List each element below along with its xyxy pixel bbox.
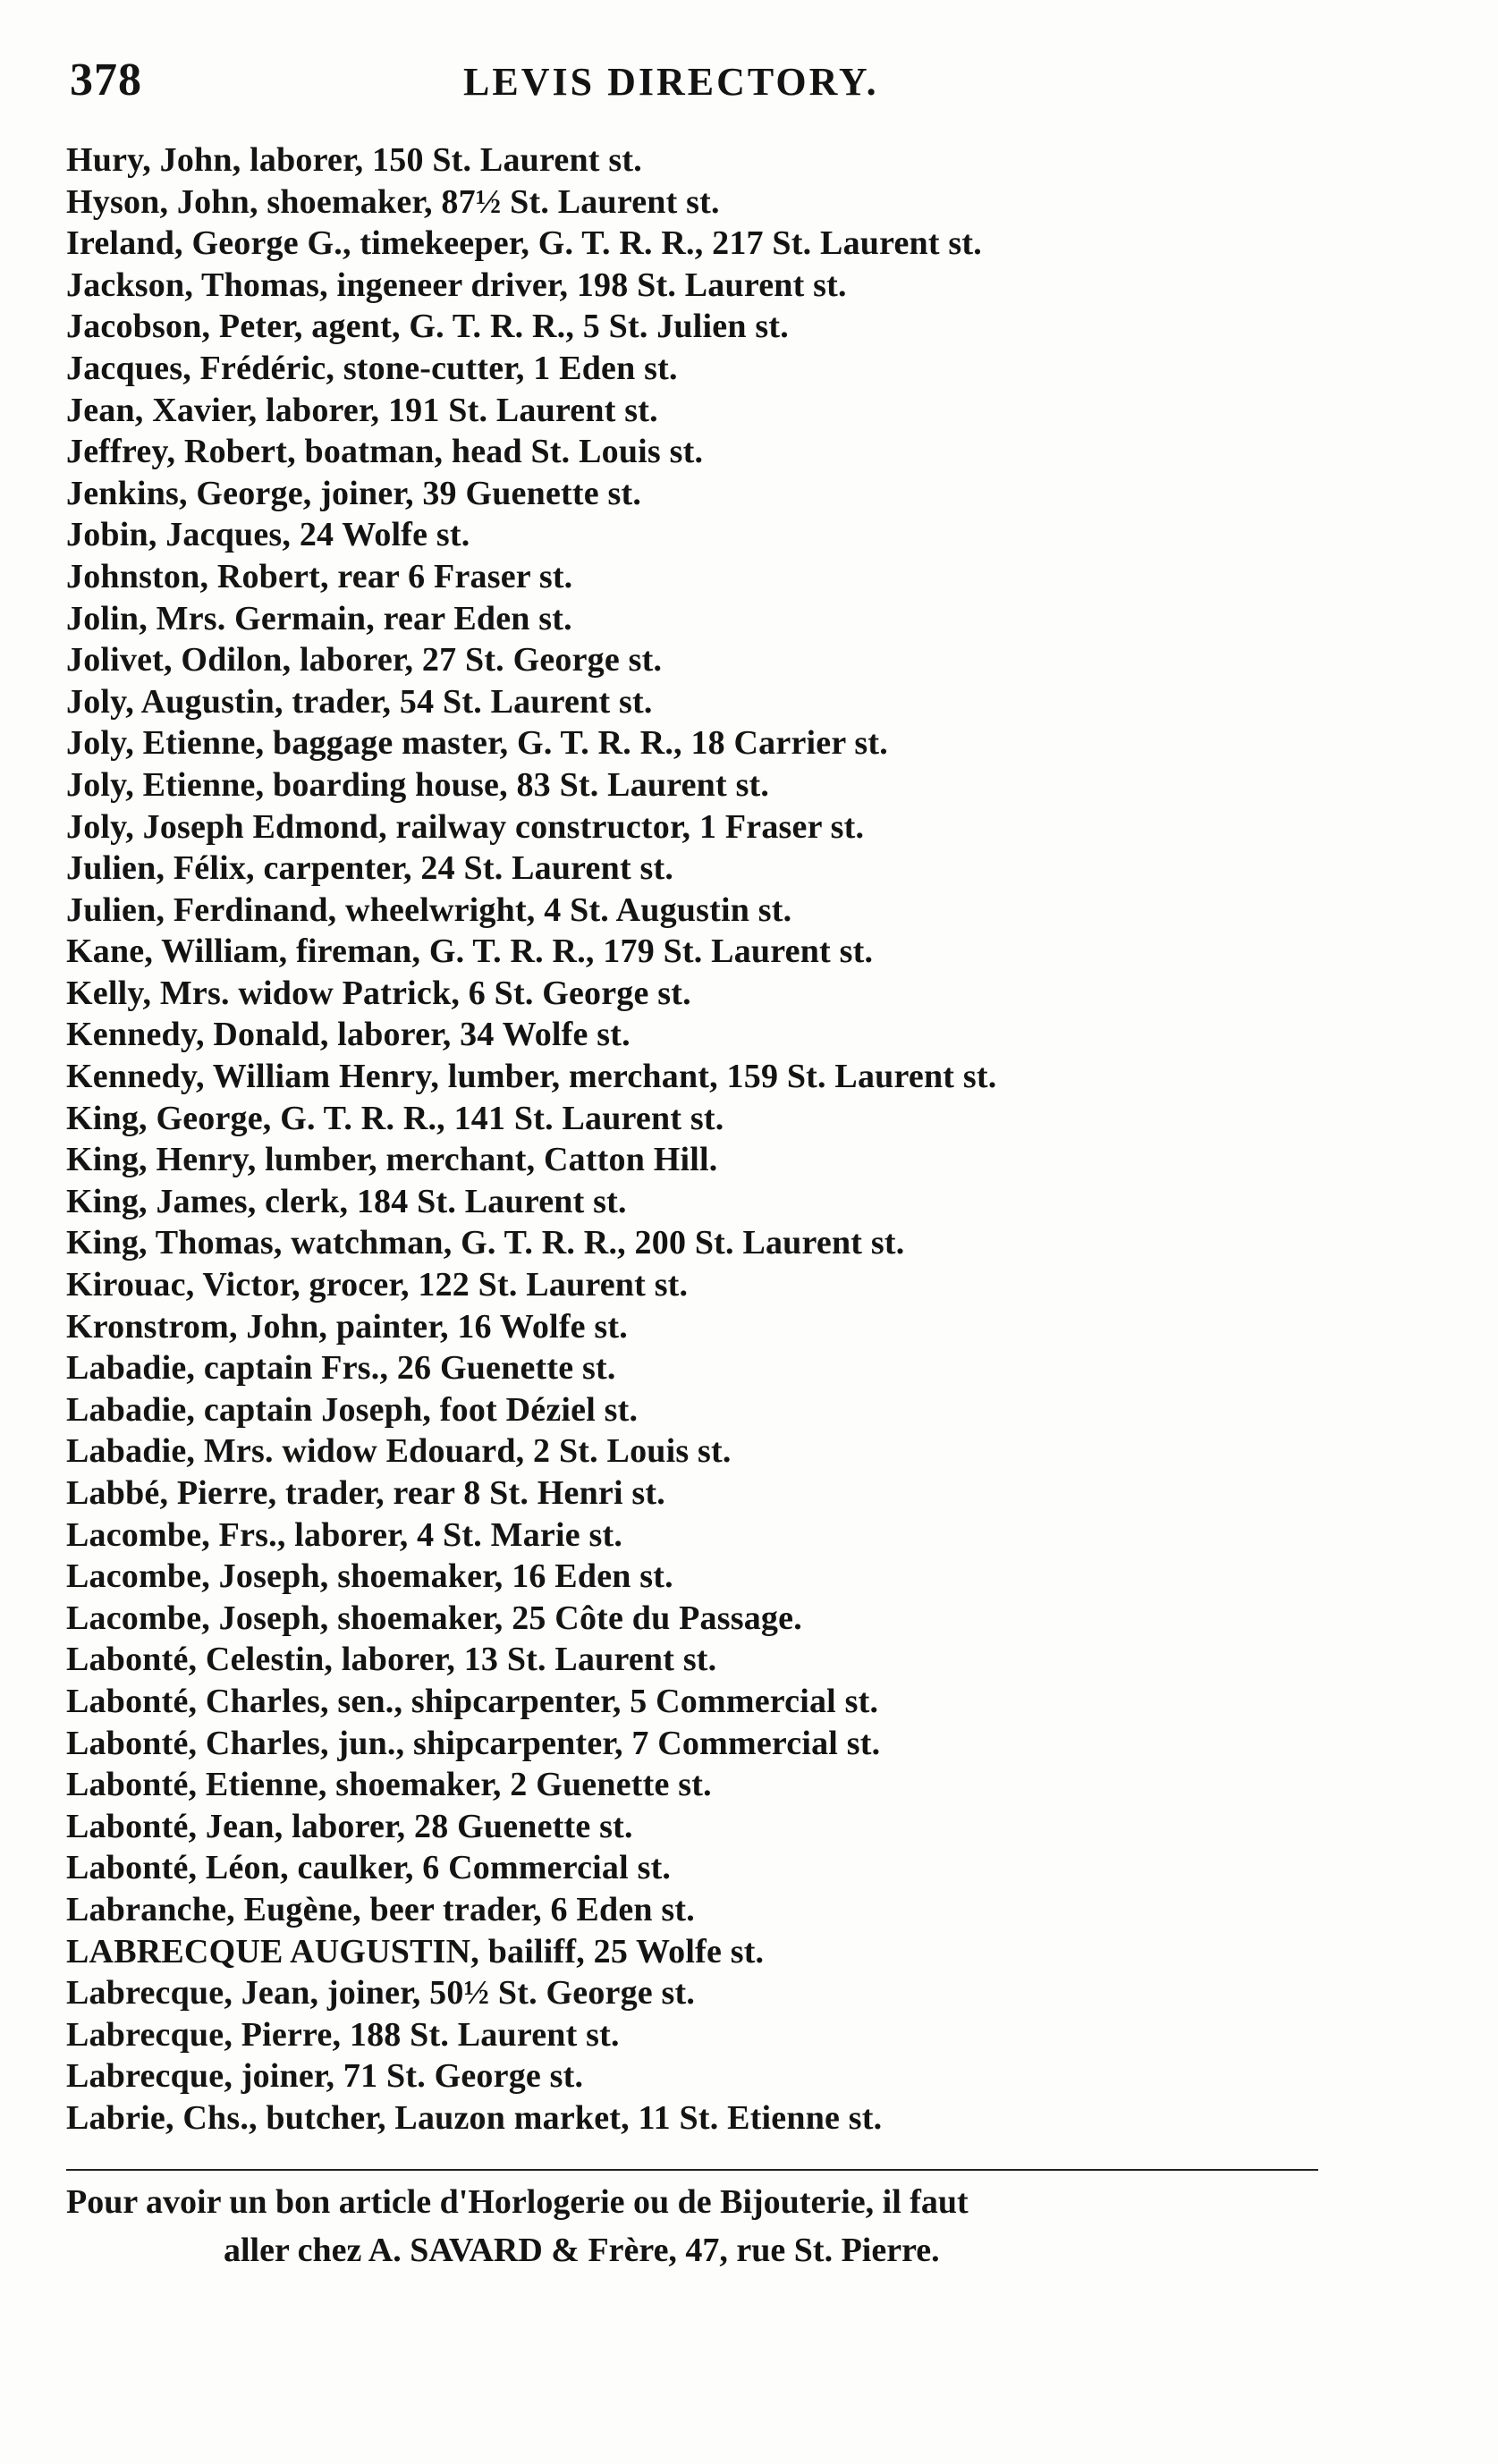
directory-entry: Kirouac, Victor, grocer, 122 St. Laurent st.: [66, 1266, 689, 1304]
directory-entry: LABRECQUE AUGUSTIN, bailiff, 25 Wolfe st.: [66, 1932, 765, 1970]
page-number: 378: [70, 55, 142, 105]
directory-entry: Labadie, Mrs. widow Edouard, 2 St. Louis st.: [66, 1432, 732, 1471]
directory-entry: Joly, Etienne, baggage master, G. T. R. R., 18 Carrier st.: [66, 724, 888, 763]
directory-entry: Jolin, Mrs. Germain, rear Eden st.: [66, 599, 572, 637]
directory-entry: Labadie, captain Joseph, foot Déziel st.: [66, 1390, 639, 1429]
directory-entry: Labonté, Celestin, laborer, 13 St. Laurent st.: [66, 1641, 717, 1679]
directory-entry: Jeffrey, Robert, boatman, head St. Louis st.: [66, 433, 704, 471]
directory-entry: Jackson, Thomas, ingeneer driver, 198 St. Laurent st.: [66, 266, 847, 304]
running-title: LEVIS DIRECTORY.: [463, 60, 879, 104]
directory-entry: Hury, John, laborer, 150 St. Laurent st.: [66, 141, 642, 179]
directory-entry: Labbé, Pierre, trader, rear 8 St. Henri st.: [66, 1474, 665, 1512]
directory-entry: Jacques, Frédéric, stone-cutter, 1 Eden st.: [66, 349, 678, 387]
directory-entry: Kelly, Mrs. widow Patrick, 6 St. George st.: [66, 974, 691, 1012]
directory-entry: Joly, Augustin, trader, 54 St. Laurent st.: [66, 682, 653, 721]
directory-entry: Jenkins, George, joiner, 39 Guenette st.: [66, 474, 642, 512]
directory-entry: King, Henry, lumber, merchant, Catton Hill.: [66, 1141, 718, 1179]
directory-entry: Joly, Joseph Edmond, railway constructor, 1 Fraser st.: [66, 807, 865, 846]
advertisement-line-2: aller chez A. SAVARD & Frère, 47, rue St. Pierre.: [224, 2232, 940, 2269]
directory-entry: Lacombe, Joseph, shoemaker, 16 Eden st.: [66, 1557, 673, 1596]
directory-entry: Labrecque, joiner, 71 St. George st.: [66, 2057, 584, 2096]
directory-entry: Labrecque, Jean, joiner, 50½ St. George st.: [66, 1974, 696, 2013]
directory-entry: Jobin, Jacques, 24 Wolfe st.: [66, 516, 470, 554]
directory-entry: Labrie, Chs., butcher, Lauzon market, 11 St. Etienne st.: [66, 2098, 883, 2137]
directory-entry: Joly, Etienne, boarding house, 83 St. Laurent st.: [66, 765, 770, 804]
directory-entry: King, Thomas, watchman, G. T. R. R., 200 St. Laurent st.: [66, 1224, 905, 1262]
directory-entry: Labonté, Jean, laborer, 28 Guenette st.: [66, 1807, 633, 1845]
directory-entry: Hyson, John, shoemaker, 87½ St. Laurent st.: [66, 182, 720, 221]
directory-entry: Kennedy, William Henry, lumber, merchant, 159 St. Laurent st.: [66, 1058, 997, 1096]
directory-entry: Jacobson, Peter, agent, G. T. R. R., 5 St. Julien st.: [66, 308, 789, 346]
directory-entry: Labonté, Etienne, shoemaker, 2 Guenette st.: [66, 1766, 712, 1804]
directory-entries: [66, 139, 1300, 2139]
directory-entry: King, James, clerk, 184 St. Laurent st.: [66, 1182, 627, 1220]
directory-entry: King, George, G. T. R. R., 141 St. Laurent st.: [66, 1099, 724, 1137]
directory-entry: Jean, Xavier, laborer, 191 St. Laurent st.: [66, 391, 658, 429]
directory-entry: Lacombe, Frs., laborer, 4 St. Marie st.: [66, 1515, 623, 1554]
directory-entry: Ireland, George G., timekeeper, G. T. R. R., 217 St. Laurent st.: [66, 224, 982, 263]
directory-entry: Labonté, Charles, sen., shipcarpenter, 5 Commercial st.: [66, 1682, 879, 1720]
directory-entry: Labonté, Charles, jun., shipcarpenter, 7 Commercial st.: [66, 1724, 881, 1762]
directory-entry: Labranche, Eugène, beer trader, 6 Eden st.: [66, 1890, 695, 1928]
directory-entry: Labonté, Léon, caulker, 6 Commercial st.: [66, 1849, 672, 1887]
advertisement-footer: [66, 2178, 1318, 2274]
directory-entry: Kane, William, fireman, G. T. R. R., 179 St. Laurent st.: [66, 932, 874, 971]
directory-entry: Kennedy, Donald, laborer, 34 Wolfe st.: [66, 1016, 631, 1054]
directory-entry: Lacombe, Joseph, shoemaker, 25 Côte du Passage.: [66, 1599, 802, 1637]
directory-entry: Julien, Ferdinand, wheelwright, 4 St. Augustin st.: [66, 890, 792, 929]
directory-entry: Johnston, Robert, rear 6 Fraser st.: [66, 557, 573, 595]
page-header: [70, 54, 1009, 116]
directory-entry: Labrecque, Pierre, 188 St. Laurent st.: [66, 2015, 620, 2054]
footer-divider: [66, 2169, 1318, 2171]
directory-entry: Kronstrom, John, painter, 16 Wolfe st.: [66, 1307, 628, 1346]
directory-entry: Julien, Félix, carpenter, 24 St. Laurent st.: [66, 849, 674, 888]
directory-entry: Jolivet, Odilon, laborer, 27 St. George st.: [66, 641, 663, 679]
directory-entry: Labadie, captain Frs., 26 Guenette st.: [66, 1349, 616, 1388]
advertisement-line-1: Pour avoir un bon article d'Horlogerie ou de Bijouterie, il faut: [66, 2183, 969, 2221]
